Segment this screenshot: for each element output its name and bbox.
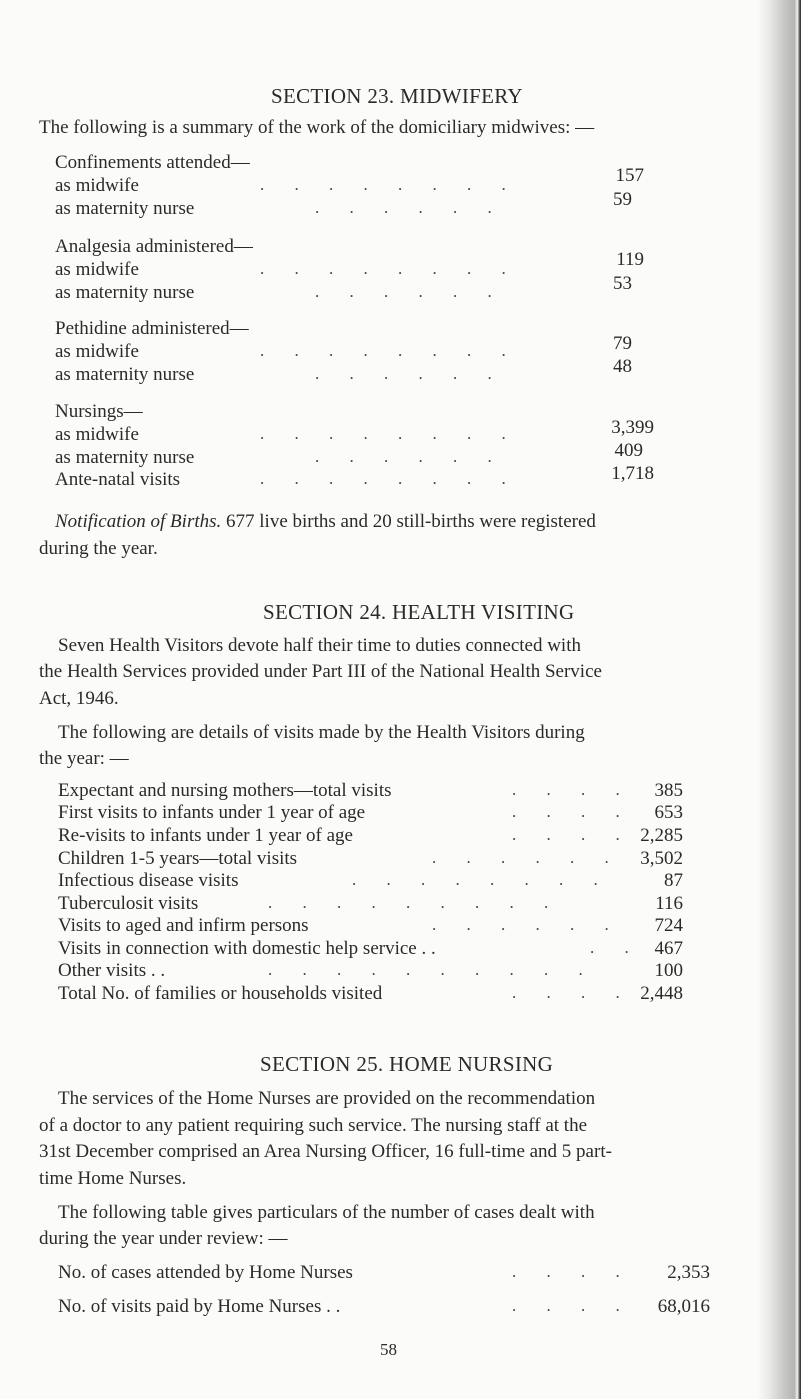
section-23-heading: SECTION 23. MIDWIFERY <box>271 84 523 108</box>
row-label: No. of visits paid by Home Nurses . . <box>58 1296 341 1317</box>
row-label: Visits in connection with domestic help service . . <box>58 938 436 959</box>
row-label: as midwife <box>55 259 139 280</box>
dot-leader: . . . . <box>512 983 633 1002</box>
section-23-intro: The following is a summary of the work of the domiciliary midwives: — <box>39 117 595 138</box>
notification-of-births <box>39 508 596 535</box>
row-value: 2,448 <box>640 983 683 1004</box>
dot-leader: . . . . . . <box>315 447 505 466</box>
notification-text: 677 live births and 20 still-births were registered <box>226 511 596 532</box>
notification-text-cont: during the year. <box>39 538 158 559</box>
row-label: as midwife <box>55 341 139 362</box>
dot-leader: . . . . <box>512 780 633 799</box>
row-label: Expectant and nursing mothers—total visits <box>58 780 392 801</box>
section-25-paragraph: The services of the Home Nurses are provided on the recommendation <box>58 1088 596 1109</box>
row-label: Infectious disease visits <box>58 870 239 891</box>
row-value: 2,285 <box>640 825 683 846</box>
row-label: as midwife <box>55 175 139 196</box>
section-25-heading: SECTION 25. HOME NURSING <box>260 1052 554 1076</box>
group-title: Confinements attended— <box>55 152 250 173</box>
row-value: 119 <box>616 249 644 270</box>
dot-leader: . . . . . . <box>315 364 505 383</box>
dot-leader: . . . . . . . . <box>260 424 519 443</box>
row-value: 48 <box>613 356 632 377</box>
dot-leader: . . . . . . . . . . <box>268 960 596 979</box>
row-label: Other visits . . <box>58 960 166 981</box>
section-24-paragraph: Act, 1946. <box>39 688 119 709</box>
row-value: 87 <box>664 870 683 891</box>
row-value: 653 <box>654 802 683 823</box>
dot-leader: . . . . . . . . . <box>268 893 562 912</box>
dot-leader: . . . . . . . . <box>260 175 519 194</box>
section-25-paragraph: of a doctor to any patient requiring such service. The nursing staff at the <box>39 1115 588 1136</box>
row-value: 116 <box>655 893 683 914</box>
row-value: 1,718 <box>611 463 654 484</box>
dot-leader: . . . . <box>512 1262 633 1281</box>
row-label: as maternity nurse <box>55 198 195 219</box>
section-24-paragraph: The following are details of visits made by the Health Visitors during <box>58 722 585 743</box>
dot-leader: . . . . <box>512 1296 633 1315</box>
dot-leader: . . . . . . . . <box>260 259 519 278</box>
dot-leader: . . . . . . <box>432 915 622 934</box>
row-label: Ante-natal visits <box>55 469 181 490</box>
dot-leader: . . . . <box>512 802 633 821</box>
row-label: as maternity nurse <box>55 447 195 468</box>
group-title: Pethidine administered— <box>55 318 249 339</box>
row-value: 79 <box>613 333 632 354</box>
row-label: Visits to aged and infirm persons <box>58 915 309 936</box>
row-value: 467 <box>654 938 683 959</box>
dot-leader: . . . . . . <box>315 282 505 301</box>
row-value: 385 <box>654 780 683 801</box>
row-label: Re-visits to infants under 1 year of age <box>58 825 353 846</box>
row-value: 100 <box>654 960 683 981</box>
group-title: Nursings— <box>55 401 143 422</box>
section-25-paragraph: The following table gives particulars of the number of cases dealt with <box>58 1202 595 1223</box>
dot-leader: . . . . . . . . <box>260 341 519 360</box>
dot-leader: . . <box>590 938 642 957</box>
row-value: 724 <box>654 915 683 936</box>
row-label: as midwife <box>55 424 139 445</box>
row-value: 68,016 <box>657 1296 710 1317</box>
row-label: Total No. of families or households visited <box>58 983 383 1004</box>
row-value: 409 <box>614 440 643 461</box>
notification-title: Notification of Births. <box>55 511 222 532</box>
row-value: 157 <box>615 165 644 186</box>
section-25-paragraph: during the year under review: — <box>39 1228 288 1249</box>
group-title: Analgesia administered— <box>55 236 253 257</box>
section-24-paragraph: the Health Services provided under Part III of the National Health Service <box>39 661 602 682</box>
section-24-paragraph: Seven Health Visitors devote half their time to duties connected with <box>58 635 581 656</box>
section-25-paragraph: time Home Nurses. <box>39 1168 187 1189</box>
page-number: 58 <box>380 1340 397 1359</box>
dot-leader: . . . . <box>512 825 633 844</box>
dot-leader: . . . . . . <box>432 848 622 867</box>
section-25-paragraph: 31st December comprised an Area Nursing Officer, 16 full-time and 5 part- <box>39 1141 612 1162</box>
row-value: 59 <box>613 189 632 210</box>
row-label: Children 1-5 years—total visits <box>58 848 298 869</box>
row-label: as maternity nurse <box>55 364 195 385</box>
section-24-paragraph: the year: — <box>39 748 129 769</box>
row-label: First visits to infants under 1 year of age <box>58 802 366 823</box>
row-value: 53 <box>613 273 632 294</box>
row-value: 2,353 <box>667 1262 710 1283</box>
row-label: as maternity nurse <box>55 282 195 303</box>
section-24-heading: SECTION 24. HEALTH VISITING <box>263 600 575 624</box>
dot-leader: . . . . . . <box>315 198 505 217</box>
page-edge-scan-shadow <box>757 0 801 1399</box>
row-label: No. of cases attended by Home Nurses <box>58 1262 353 1283</box>
dot-leader: . . . . . . . . <box>352 870 611 889</box>
row-value: 3,399 <box>611 417 654 438</box>
dot-leader: . . . . . . . . <box>260 469 519 488</box>
row-label: Tuberculosit visits <box>58 893 199 914</box>
row-value: 3,502 <box>640 848 683 869</box>
